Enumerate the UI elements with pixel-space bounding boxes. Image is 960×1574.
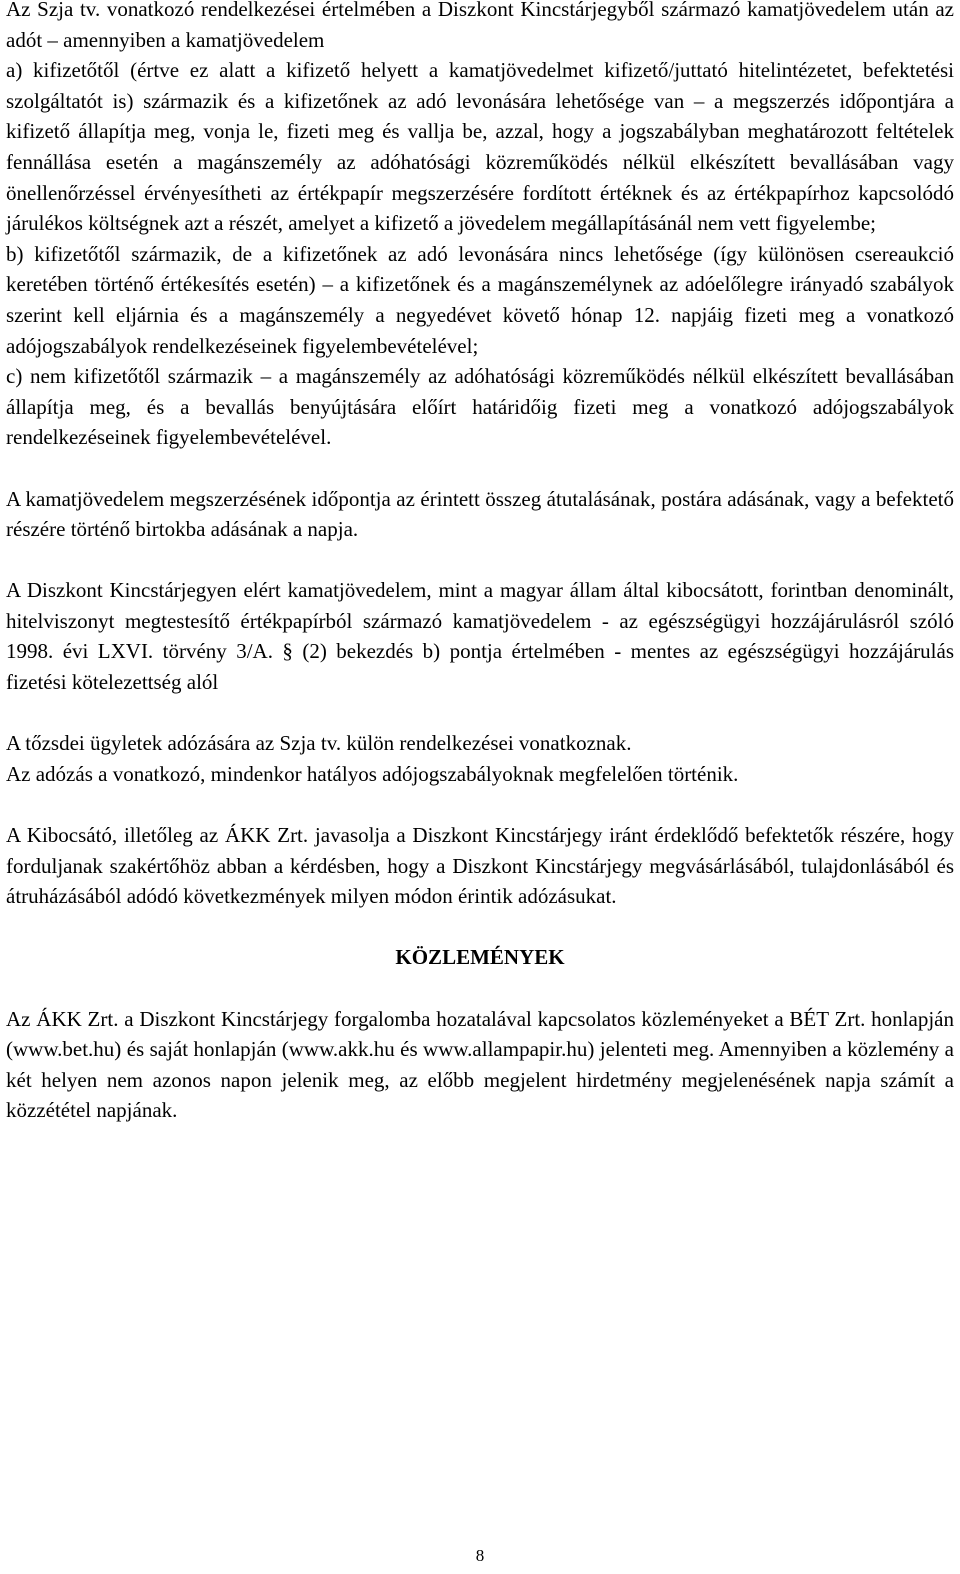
expert-advice-paragraph: A Kibocsátó, illetőleg az ÁKK Zrt. javasolja a Diszkont Kincstárjegy iránt érdeklődő befektetők részére, hogy forduljanak szakértőhöz abban a kérdésben, hogy a Diszkont Kincstárjegy megvásárlásából, tulajdonlásából és átruházásából adódó következmények milyen módon érintik adózásukat.	[6, 823, 954, 909]
stock-exchange-taxation-line: A tőzsdei ügyletek adózására az Szja tv. külön rendelkezései vonatkoznak.	[6, 731, 632, 756]
announcements-paragraph: Az ÁKK Zrt. a Diszkont Kincstárjegy forgalomba hozatalával kapcsolatos közleményeket a BÉT Zrt. honlapján (www.bet.hu) és saját honlapján (www.akk.hu és www.allampapir.hu) jelenteti meg. Amennyiben a közlemény a két helyen nem azonos napon jelenik meg, az előbb megjelent hirdetmény megjelenésének napja számít a közzététel napjának.	[6, 1006, 954, 1123]
page-number: 8	[475, 1546, 485, 1565]
taxation-rules-line: Az adózás a vonatkozó, mindenkor hatályos adójogszabályoknak megfelelően történik.	[6, 761, 739, 786]
acquisition-date-paragraph: A kamatjövedelem megszerzésének időpontja az érintett összeg átutalásának, postára adásának, vagy a befektető részére történő birtokba adásának a napja.	[6, 486, 954, 542]
document-page	[6, 0, 954, 1126]
section-heading: KÖZLEMÉNYEK	[395, 945, 565, 970]
health-contribution-paragraph: A Diszkont Kincstárjegyen elért kamatjövedelem, mint a magyar állam által kibocsátott, forintban denominált, hitelviszonyt megtestesítő értékpapírból származó kamatjövedelem - az egészségügyi hozzájárulásról szóló 1998. évi LXVI. törvény 3/A. § (2) bekezdés b) pontja értelmében - mentes az egészségügyi hozzájárulás fizetési kötelezettség alól	[6, 578, 954, 695]
tax-provision-a: a) kifizetőtől (értve ez alatt a kifizető helyett a kamatjövedelmet kifizető/juttató hitelintézetet, befektetési szolgáltatót is) származik és a kifizetőnek az adó levonására lehetősége van – a megszerzés időpontjára a kifizető állapítja meg, vonja le, fizeti meg és vallja be, azzal, hogy a jogszabályban meghatározott feltételek fennállása esetén a magánszemély az adóhatósági közreműködés nélkül elkészített bevallásában vagy önellenőrzéssel érvényesítheti az értékpapír megszerzésére fordított értéknek és az értékpapírhoz kapcsolódó járulékos költségnek azt a részét, amelyet a kifizető a jövedelem megállapításánál nem vett figyelembe;	[6, 58, 954, 236]
tax-provisions-intro: Az Szja tv. vonatkozó rendelkezései értelmében a Diszkont Kincstárjegyből származó kamatjövedelem után az adót – amennyiben a kamatjövedelem	[6, 0, 954, 52]
tax-provision-b: b) kifizetőtől származik, de a kifizetőnek az adó levonására nincs lehetősége (így különösen csereaukció keretében történő értékesítés esetén) – a kifizetőnek és a magánszemélynek az adóelőlegre irányadó szabályok szerint kell eljárnia és a magánszemély a negyedévet követő hónap 12. napjáig fizeti meg a vonatkozó adójogszabályok rendelkezéseinek figyelembevételével;	[6, 241, 954, 358]
tax-provision-c: c) nem kifizetőtől származik – a magánszemély az adóhatósági közreműködés nélkül elkészített bevallásában állapítja meg, és a bevallás benyújtására előírt határidőig fizeti meg a vonatkozó adójogszabályok rendelkezéseinek figyelembevételével.	[6, 364, 954, 450]
